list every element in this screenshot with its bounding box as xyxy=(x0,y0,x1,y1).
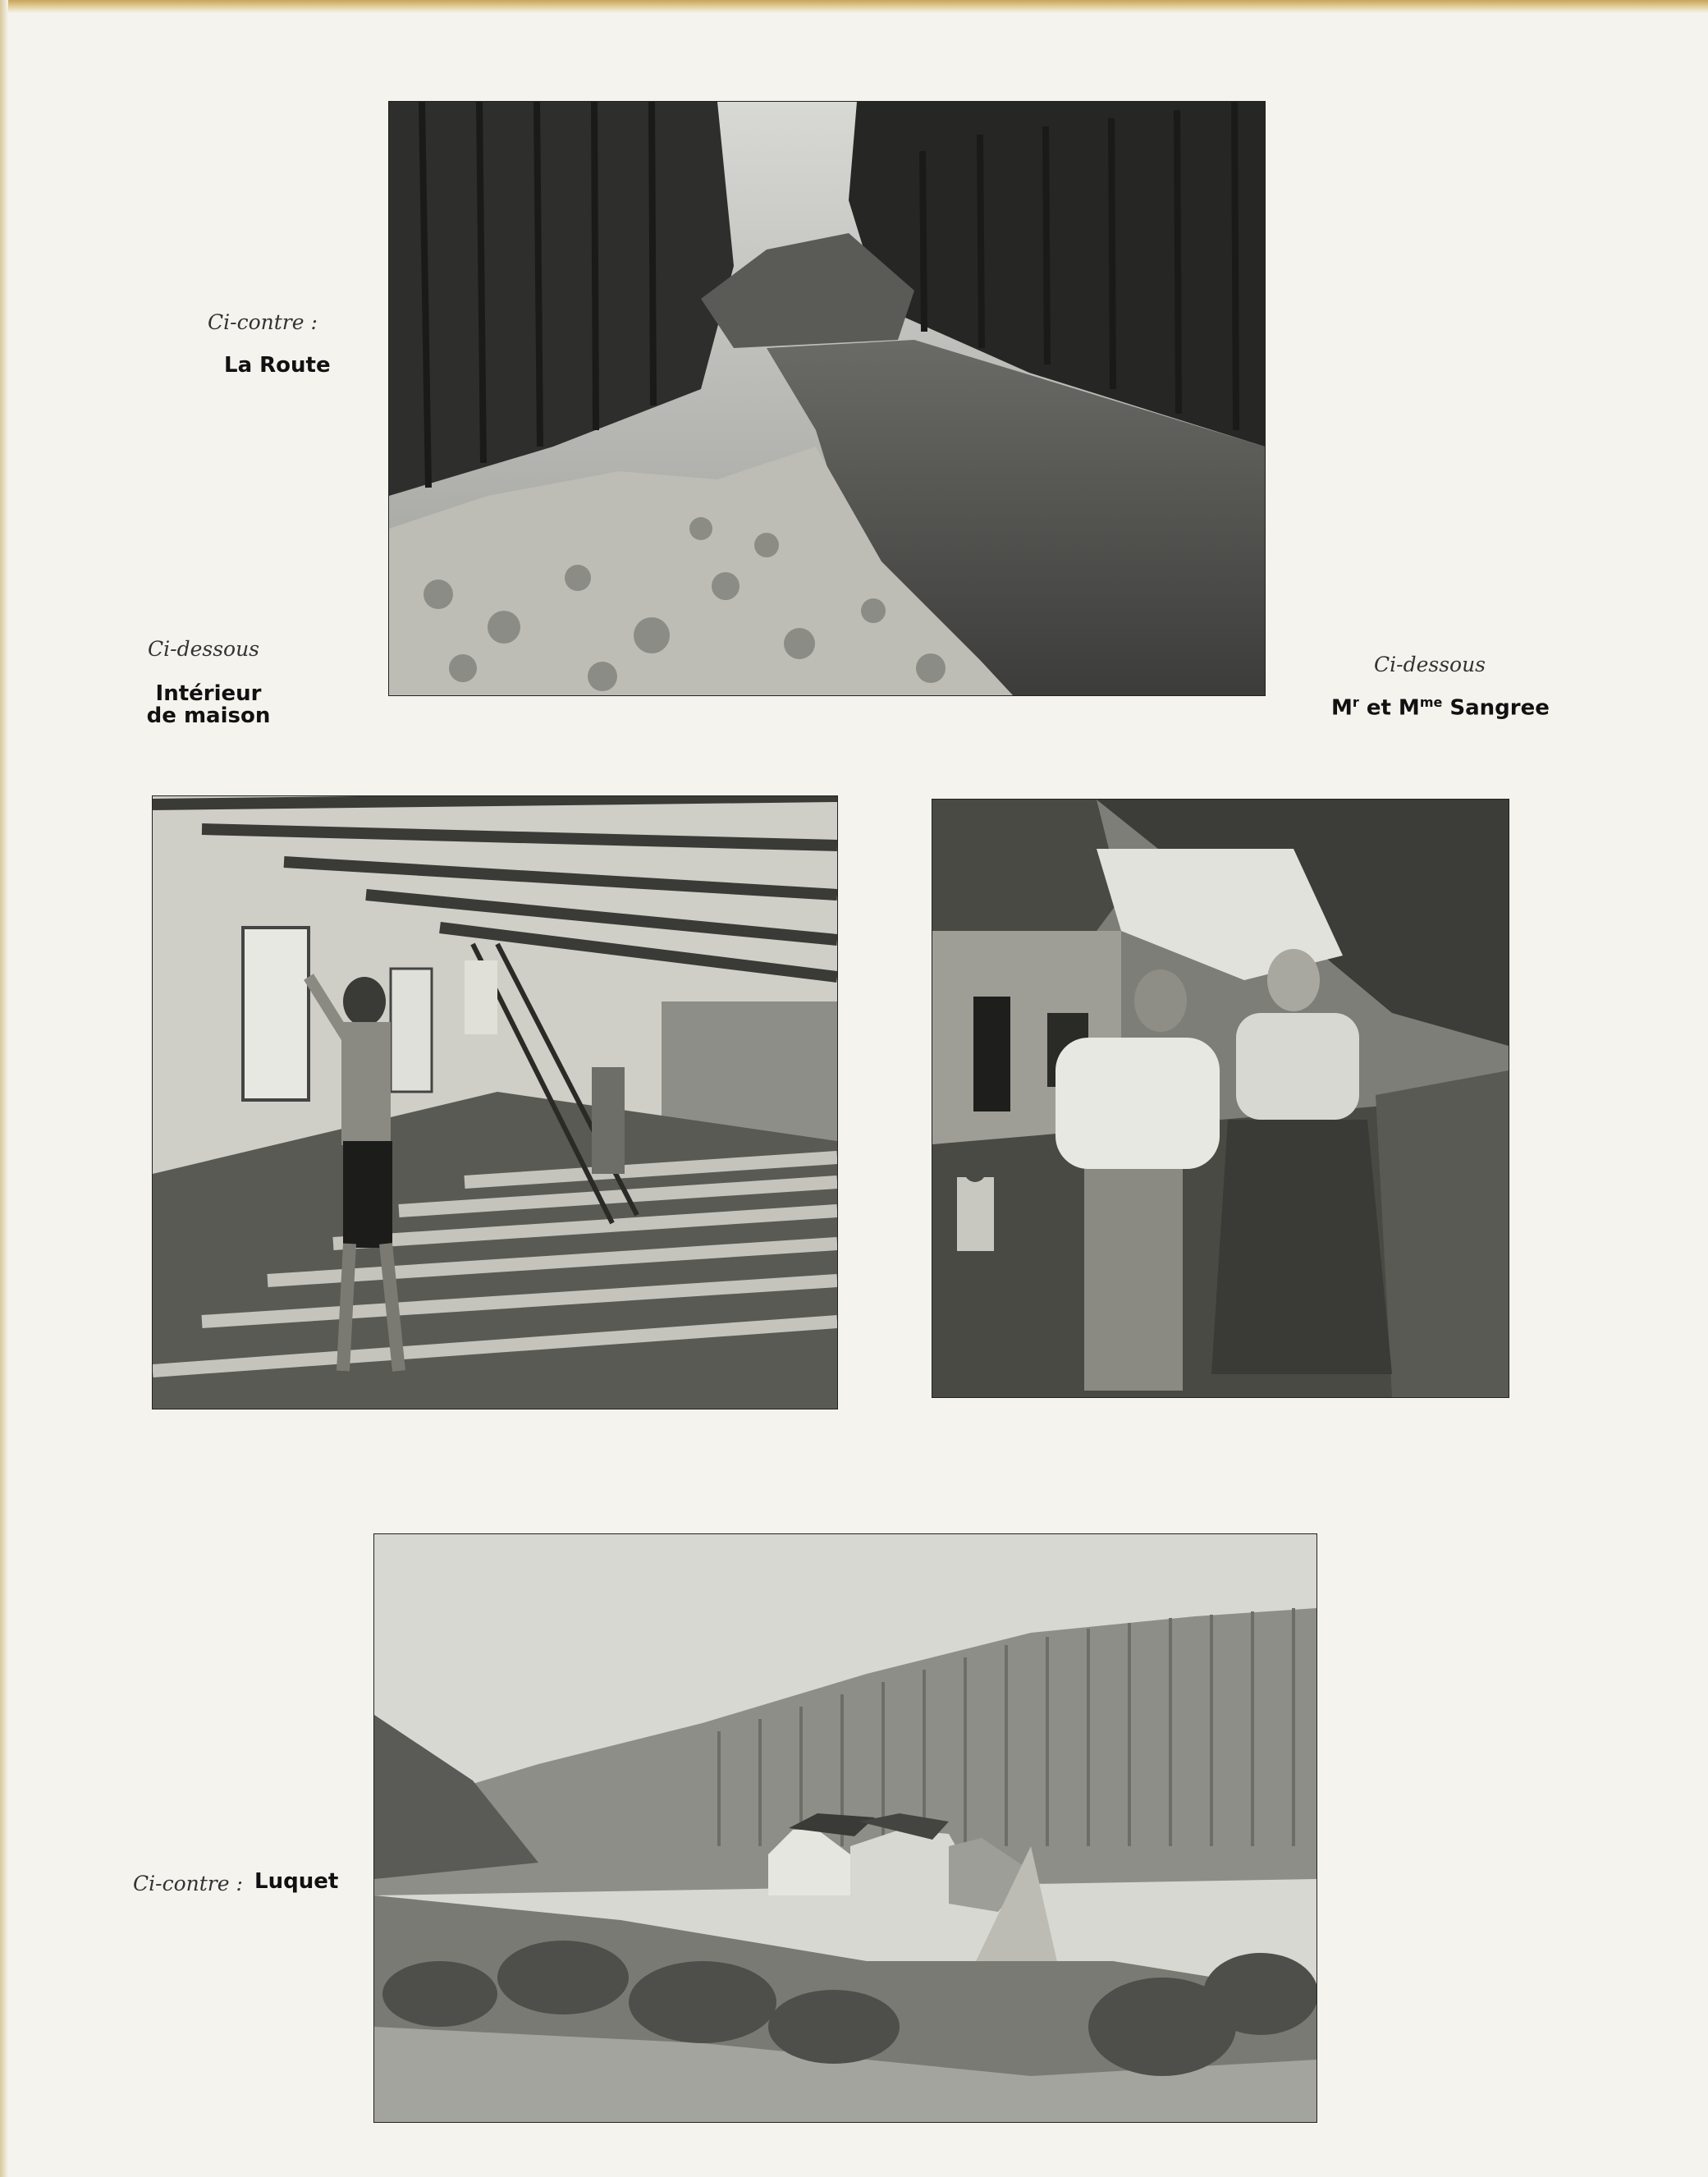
caption-sangree-title xyxy=(1331,696,1550,720)
caption-route-title: La Route xyxy=(224,353,331,378)
page-left-edge xyxy=(0,0,8,2177)
caption-interieur-prefix: Ci-dessous xyxy=(148,637,260,661)
caption-route-prefix: Ci-contre : xyxy=(208,310,318,334)
photo-forest-road xyxy=(389,102,1265,695)
photo-house-interior xyxy=(153,796,837,1409)
caption-interieur-line2: de maison xyxy=(146,704,271,729)
caption-interieur-line1: Intérieur xyxy=(155,681,262,706)
caption-sangree-sup1: r xyxy=(1352,694,1359,710)
page-top-edge xyxy=(0,0,1708,13)
caption-sangree-sup2: me xyxy=(1419,694,1443,710)
photo-couple-portrait xyxy=(932,800,1509,1397)
caption-luquet-prefix: Ci-contre : xyxy=(133,1872,243,1895)
caption-sangree-end: Sangree xyxy=(1442,695,1550,721)
caption-sangree-mid: et M xyxy=(1358,695,1420,721)
painting-village-landscape xyxy=(374,1534,1316,2122)
caption-interieur-title xyxy=(143,683,274,728)
caption-sangree-m1: M xyxy=(1331,695,1353,721)
caption-sangree-prefix: Ci-dessous xyxy=(1374,653,1486,676)
caption-luquet-title: Luquet xyxy=(254,1869,339,1894)
